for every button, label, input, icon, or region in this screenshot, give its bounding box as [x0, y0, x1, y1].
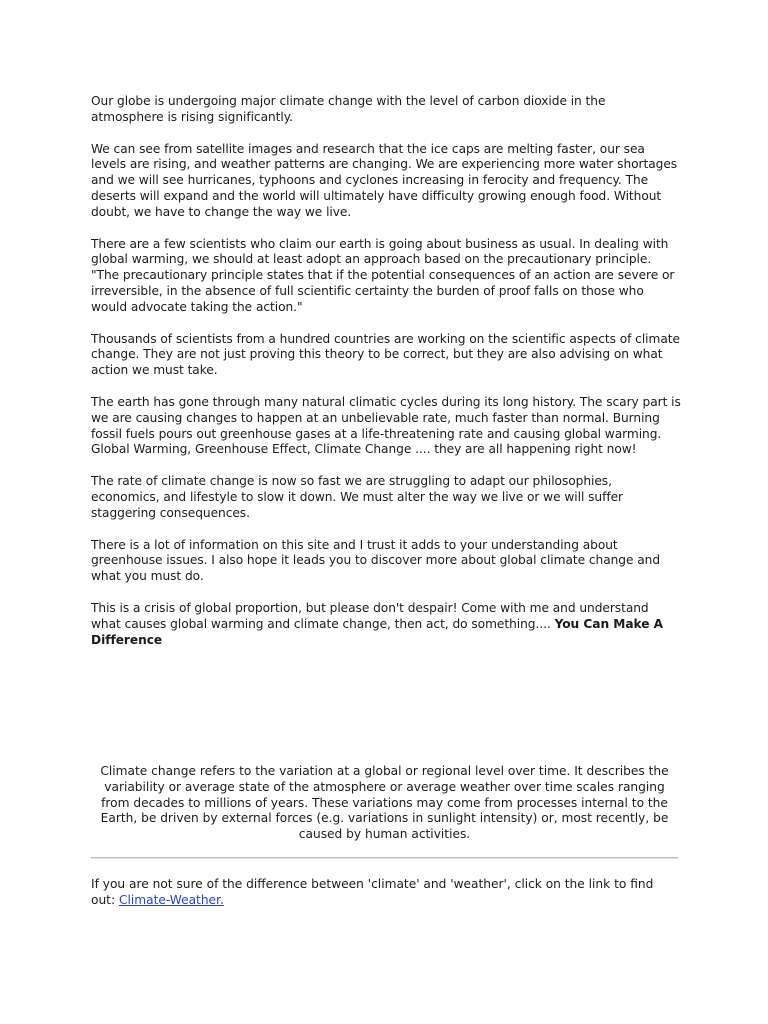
- horizontal-divider: [91, 857, 678, 859]
- paragraph: There are a few scientists who claim our earth is going about business as usual. In dealing with global warming, we should at least adopt an approach based on the precautionary principle. "The precautionary principle states that if the potential consequences of an action are severe or irreversible, in the absence of full scientific certainty the burden of proof falls on those who would advocate taking the action.": [91, 236, 675, 314]
- paragraph: The rate of climate change is now so fast we are struggling to adapt our philosophies, economics, and lifestyle to slow it down. We must alter the way we live or we will suffer staggering consequences.: [91, 474, 623, 520]
- climate-weather-link[interactable]: Climate-Weather.: [118, 892, 224, 907]
- footer-text: If you are not sure of the difference between 'climate' and 'weather', click on the link to find out:: [91, 877, 654, 907]
- paragraph: Thousands of scientists from a hundred countries are working on the scientific aspects of climate change. They are not just proving this theory to be correct, but they are also advising on what action we must take.: [91, 331, 680, 378]
- closing-text: This is a crisis of global proportion, but please don't despair! Come with me and understand what causes global warming and climate change, then act, do something....: [91, 600, 649, 631]
- closing-emphasis: You Can Make A Difference: [91, 616, 664, 647]
- paragraph: There is a lot of information on this site and I trust it adds to your understanding about greenhouse issues. I also hope it leads you to discover more about global climate change and what you must do.: [91, 537, 661, 584]
- paragraph: The earth has gone through many natural climatic cycles during its long history. The scary part is we are causing changes to happen at an unbelievable rate, much faster than normal. Burning fossil fuels pours out greenhouse gases at a life-threatening rate and causing global warming. Global Warming, Greenhouse Effect, Climate Change .... they are all happening right now!: [91, 394, 681, 457]
- paragraph: We can see from satellite images and research that the ice caps are melting faster, our sea levels are rising, and weather patterns are changing. We are experiencing more water shortages and we will see hurricanes, typhoons and cyclones increasing in ferocity and frequency. The deserts will expand and the world will ultimately have difficulty growing enough food. Without doubt, we have to change the way we live.: [91, 141, 678, 219]
- definition-caption: Climate change refers to the variation at a global or regional level over time. It describes the variability or average state of the atmosphere or average weather over time scales ranging from decades to millions of years. These variations may come from processes internal to the Earth, be driven by external forces (e.g. variations in sunlight intensity) or, most recently, be caused by human activities.: [100, 764, 669, 842]
- closing-paragraph: [91, 601, 681, 648]
- footer-note: [91, 877, 681, 909]
- article-body: [91, 94, 681, 664]
- paragraph: Our globe is undergoing major climate change with the level of carbon dioxide in the atmosphere is rising significantly.: [91, 94, 606, 124]
